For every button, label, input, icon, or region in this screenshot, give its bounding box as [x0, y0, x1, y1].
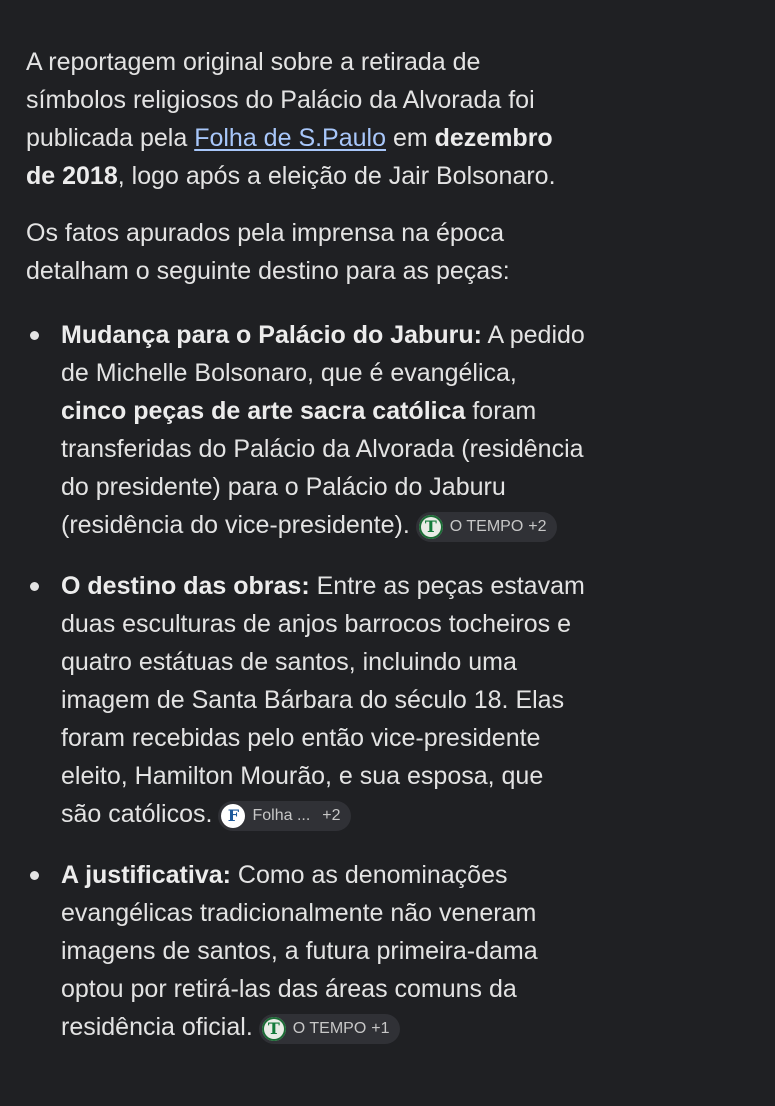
- intro-text: em: [386, 124, 435, 152]
- response-body: [26, 43, 586, 1069]
- bullet-text: Como as denominações evangélicas tradicionalmente não veneram imagens de santos, a futura primeira-dama optou por retirá-las das áreas comuns da residência oficial.: [61, 861, 538, 1041]
- o-tempo-logo-icon: T: [262, 1017, 286, 1041]
- bullet-item-destino: [26, 567, 586, 833]
- intro-date-bold: dezembro de 2018: [26, 124, 553, 190]
- source-chip-label: O TEMPO: [292, 1020, 367, 1037]
- bullet-text: A pedido de Michelle Bolsonaro, que é evangélica,: [61, 321, 585, 387]
- source-chip-folha[interactable]: [218, 801, 350, 831]
- source-chip-count: +2: [528, 518, 547, 535]
- bullet-dot-icon: [30, 871, 39, 880]
- intro-paragraph: [26, 43, 586, 195]
- bullet-item-justificativa: [26, 856, 586, 1046]
- folha-de-sao-paulo-link[interactable]: Folha de S.Paulo: [194, 124, 386, 152]
- bullet-item-jaburu: [26, 316, 586, 544]
- bullet-title: Mudança para o Palácio do Jaburu:: [61, 321, 482, 349]
- bullet-text: foram transferidas do Palácio da Alvorada (residência do presidente) para o Palácio do Jaburu (residência do vice-presidente).: [61, 397, 584, 539]
- intro-text: A reportagem original sobre a retirada de símbolos religiosos do Palácio da Alvorada foi publicada pela: [26, 48, 535, 152]
- folha-logo-icon: F: [221, 804, 245, 828]
- source-chip-label: Folha ...: [252, 807, 311, 824]
- bullet-dot-icon: [30, 582, 39, 591]
- bullet-dot-icon: [30, 331, 39, 340]
- source-chip-count: +2: [322, 807, 341, 824]
- intro-text: , logo após a eleição de Jair Bolsonaro.: [117, 162, 556, 190]
- o-tempo-logo-icon: T: [419, 515, 443, 539]
- source-chip-o-tempo[interactable]: [259, 1014, 400, 1044]
- bullet-bold-text: cinco peças de arte sacra católica: [61, 397, 466, 425]
- bullet-list: [26, 316, 586, 1046]
- bullet-text: Entre as peças estavam duas esculturas de anjos barrocos tocheiros e quatro estátuas de santos, incluindo uma imagem de Santa Bárbara do século 18. Elas foram recebidas pelo então vice-presidente eleito, Hamilton Mourão, e sua esposa, que são católicos.: [61, 572, 585, 828]
- bullet-title: A justificativa:: [61, 861, 231, 889]
- bullet-title: O destino das obras:: [61, 572, 310, 600]
- source-chip-label: O TEMPO: [449, 518, 524, 535]
- source-chip-count: +1: [371, 1020, 390, 1037]
- intro-second-paragraph: Os fatos apurados pela imprensa na época detalham o seguinte destino para as peças:: [26, 219, 510, 285]
- source-chip-o-tempo[interactable]: [416, 512, 557, 542]
